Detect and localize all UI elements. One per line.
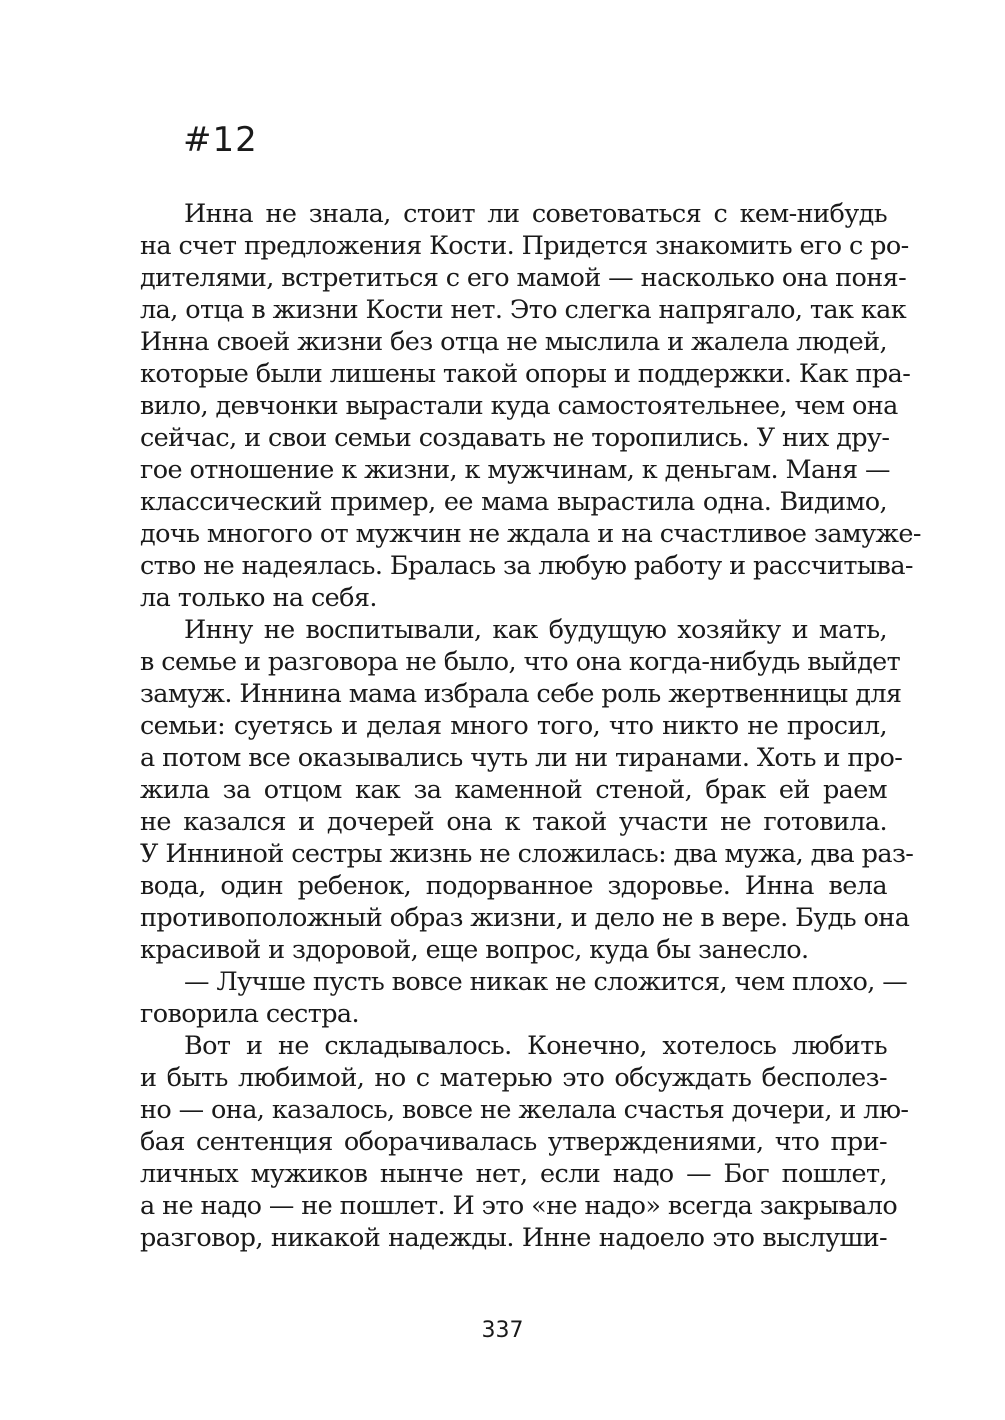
text-line: но — она, казалось, вовсе не желала счастья дочери, и лю- bbox=[140, 1095, 909, 1125]
text-line: замуж. Иннина мама избрала себе роль жертвенницы для bbox=[140, 679, 902, 709]
text-line: вода, один ребенок, подорванное здоровье. Инна вела bbox=[140, 871, 887, 901]
body-text bbox=[140, 198, 921, 1254]
text-line: разговор, никакой надежды. Инне надоело это выслуши- bbox=[140, 1223, 887, 1253]
text-line: которые были лишены такой опоры и поддержки. Как пра- bbox=[140, 359, 911, 389]
chapter-heading: #12 bbox=[183, 120, 258, 160]
text-line: красивой и здоровой, еще вопрос, куда бы занесло. bbox=[140, 935, 809, 965]
text-line: в семье и разговора не было, что она когда-нибудь выйдет bbox=[140, 647, 901, 677]
text-line: говорила сестра. bbox=[140, 999, 360, 1029]
text-line: дителями, встретиться с его мамой — насколько она поня- bbox=[140, 263, 907, 293]
text-line: противоположный образ жизни, и дело не в вере. Будь она bbox=[140, 903, 910, 933]
text-line: сейчас, и свои семьи создавать не торопились. У них дру- bbox=[140, 423, 890, 453]
text-line: У Инниной сестры жизнь не сложилась: два мужа, два раз- bbox=[140, 839, 914, 869]
text-line: а потом все оказывались чуть ли ни тиранами. Хоть и про- bbox=[140, 743, 903, 773]
text-line: ла только на себя. bbox=[140, 583, 377, 613]
text-line: жила за отцом как за каменной стеной, брак ей раем bbox=[140, 775, 887, 805]
text-line: Инну не воспитывали, как будущую хозяйку и мать, bbox=[184, 615, 887, 645]
text-line: Инна не знала, стоит ли советоваться с кем-нибудь bbox=[184, 199, 887, 229]
text-line: а не надо — не пошлет. И это «не надо» всегда закрывало bbox=[140, 1191, 898, 1221]
text-line: Вот и не складывалось. Конечно, хотелось любить bbox=[184, 1031, 887, 1061]
text-line: бая сентенция оборачивалась утверждениями, что при- bbox=[140, 1127, 887, 1157]
text-line: ла, отца в жизни Кости нет. Это слегка напрягало, так как bbox=[140, 295, 907, 325]
text-line: не казался и дочерей она к такой участи не готовила. bbox=[140, 807, 887, 837]
text-line: классический пример, ее мама вырастила одна. Видимо, bbox=[140, 487, 887, 517]
text-line: семьи: суетясь и делая много того, что никто не просил, bbox=[140, 711, 887, 741]
text-line: личных мужиков нынче нет, если надо — Бог пошлет, bbox=[140, 1159, 887, 1189]
text-line: дочь многого от мужчин не ждала и на счастливое замуже- bbox=[140, 519, 921, 549]
page-number: 337 bbox=[481, 1318, 524, 1343]
text-line: и быть любимой, но с матерью это обсуждать бесполез- bbox=[140, 1063, 887, 1093]
text-line: на счет предложения Кости. Придется знакомить его с ро- bbox=[140, 231, 909, 261]
text-line: Инна своей жизни без отца не мыслила и жалела людей, bbox=[140, 327, 887, 357]
text-line: вило, девчонки вырастали куда самостоятельнее, чем она bbox=[140, 391, 898, 421]
text-line: гое отношение к жизни, к мужчинам, к деньгам. Маня — bbox=[140, 455, 890, 485]
text-line: — Лучше пусть вовсе никак не сложится, чем плохо, — bbox=[184, 967, 908, 997]
text-line: ство не надеялась. Бралась за любую работу и рассчитыва- bbox=[140, 551, 913, 581]
